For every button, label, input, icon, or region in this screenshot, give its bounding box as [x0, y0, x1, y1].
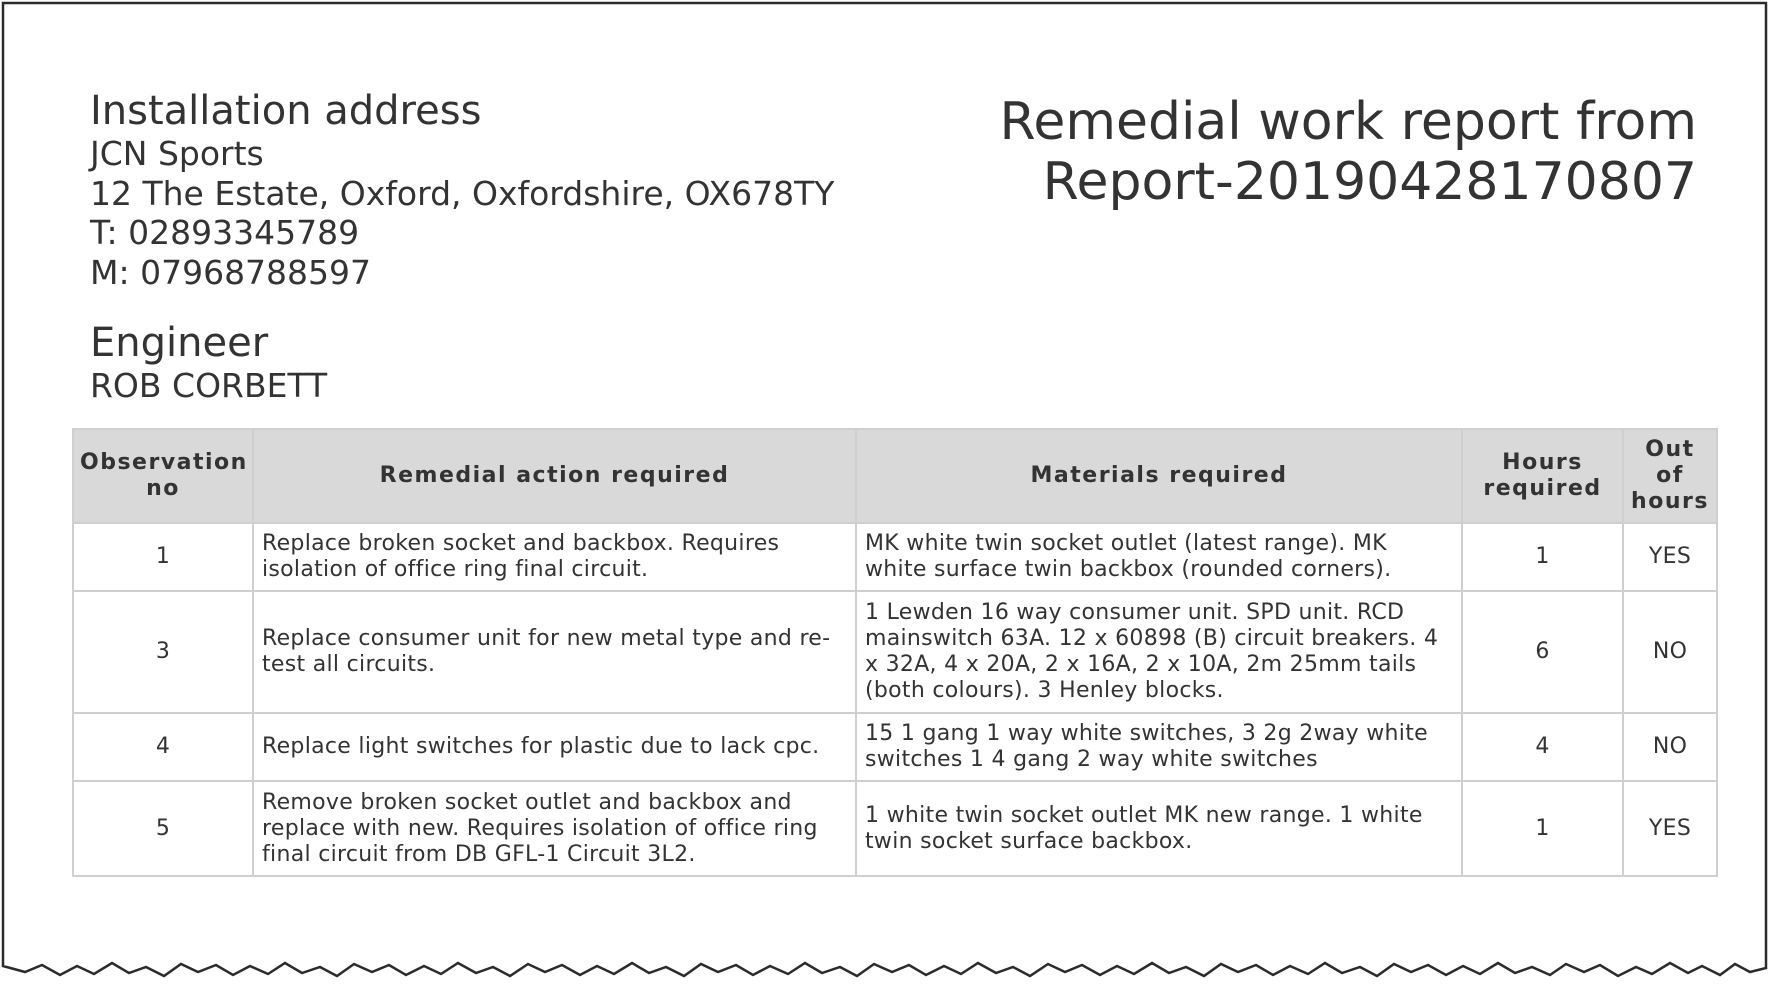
report-title — [1000, 92, 1697, 212]
hours-cell: 1 — [1462, 781, 1623, 876]
out-of-hours-cell: YES — [1623, 781, 1717, 876]
observation-no-cell: 1 — [73, 523, 253, 591]
out-of-hours-cell: YES — [1623, 523, 1717, 591]
observations-table — [72, 428, 1718, 877]
observation-no-cell: 5 — [73, 781, 253, 876]
installation-address-heading: Installation address — [90, 88, 482, 134]
table-row — [73, 523, 1717, 591]
hours-cell: 1 — [1462, 523, 1623, 591]
materials-cell: 1 white twin socket outlet MK new range. 1 white twin socket surface backbox. — [856, 781, 1462, 876]
out-of-hours-cell: NO — [1623, 591, 1717, 713]
customer-mobile: M: 07968788597 — [90, 252, 372, 292]
installation-address-block — [90, 88, 834, 292]
report-title-line-2: Report-20190428170807 — [1042, 152, 1697, 212]
remedial-action-cell: Replace broken socket and backbox. Requires isolation of office ring final circuit. — [253, 523, 856, 591]
materials-cell: 1 Lewden 16 way consumer unit. SPD unit. RCD mainswitch 63A. 12 x 60898 (B) circuit breakers. 4 x 32A, 4 x 20A, 2 x 16A, 2 x 10A, 2m 25mm tails (both colours). 3 Henley blocks. — [856, 591, 1462, 713]
engineer-name: ROB CORBETT — [90, 366, 328, 405]
header-materials: Materials required — [856, 429, 1462, 523]
remedial-action-cell: Replace light switches for plastic due to lack cpc. — [253, 713, 856, 781]
remedial-action-cell: Replace consumer unit for new metal type and re-test all circuits. — [253, 591, 856, 713]
hours-cell: 6 — [1462, 591, 1623, 713]
table-row — [73, 591, 1717, 713]
materials-cell: 15 1 gang 1 way white switches, 3 2g 2way white switches 1 4 gang 2 way white switches — [856, 713, 1462, 781]
header-hours-required: Hours required — [1462, 429, 1623, 523]
observation-no-cell: 4 — [73, 713, 253, 781]
engineer-heading: Engineer — [90, 320, 269, 366]
table-row — [73, 781, 1717, 876]
customer-address: 12 The Estate, Oxford, Oxfordshire, OX678TY — [90, 173, 835, 213]
table-row — [73, 713, 1717, 781]
report-title-line-1: Remedial work report from — [999, 92, 1697, 152]
table-header-row — [73, 429, 1717, 523]
header-out-of-hours: Out of hours — [1623, 429, 1717, 523]
header-observation-no: Observation no — [73, 429, 253, 523]
engineer-block — [90, 320, 327, 406]
customer-telephone: T: 02893345789 — [90, 213, 360, 252]
remedial-action-cell: Remove broken socket outlet and backbox and replace with new. Requires isolation of office ring final circuit from DB GFL-1 Circuit 3L2. — [253, 781, 856, 876]
hours-cell: 4 — [1462, 713, 1623, 781]
materials-cell: MK white twin socket outlet (latest range). MK white surface twin backbox (rounded corners). — [856, 523, 1462, 591]
customer-name: JCN Sports — [90, 134, 264, 173]
out-of-hours-cell: NO — [1623, 713, 1717, 781]
header-remedial-action: Remedial action required — [253, 429, 856, 523]
observation-no-cell: 3 — [73, 591, 253, 713]
